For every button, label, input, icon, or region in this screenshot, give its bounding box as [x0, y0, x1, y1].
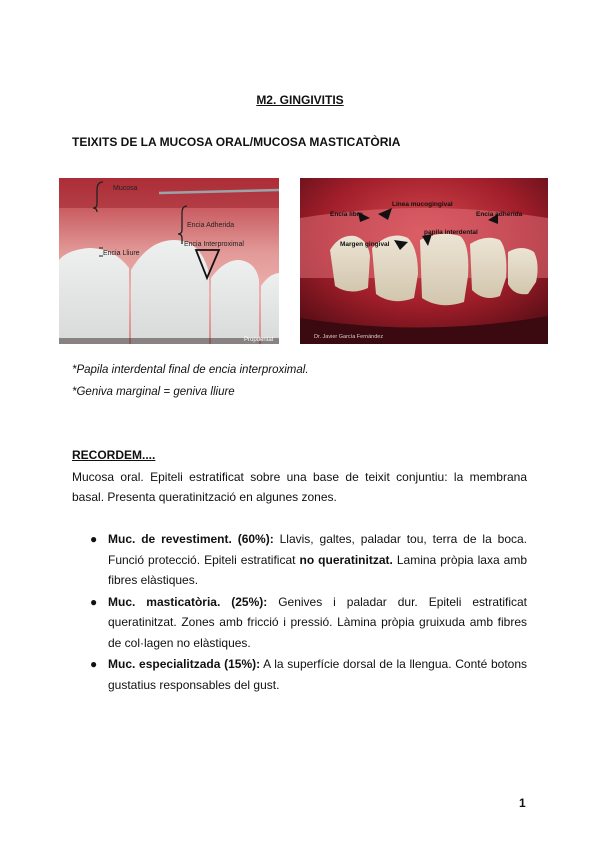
label-encia-adherida-right: Encía adherida	[476, 211, 523, 218]
mucosa-types-list	[90, 529, 527, 696]
label-encia-libre: Encía libre	[330, 211, 363, 218]
gingiva-photo-left	[59, 178, 279, 344]
label-linea-mucogingival: Línea mucogingival	[392, 201, 453, 208]
bullet-icon: ●	[90, 594, 98, 609]
recordem-heading: RECORDEM....	[72, 448, 156, 462]
bullet-label: Muc. de revestiment. (60%):	[108, 532, 274, 546]
label-papila-interdental: papila interdental	[424, 229, 478, 236]
page-number: 1	[519, 796, 526, 810]
bullet-text: A la superfície dorsal de la llengua. Conté botons gustatius responsables del gust.	[108, 657, 527, 692]
note-papila: *Papila interdental final de encia interproximal.	[72, 364, 309, 376]
list-item	[90, 654, 527, 695]
bullet-bold-text: no queratinitzat.	[299, 552, 393, 567]
bullet-label: Muc. masticatòria. (25%):	[108, 594, 268, 609]
bullet-icon: ●	[90, 657, 98, 671]
label-mucosa: Mucosa	[113, 185, 138, 192]
bullet-text: Llavis, galtes, paladar tou, terra de la boca. Funció protecció. Epiteli estratificat	[108, 532, 528, 567]
label-encia-lliure: Encia Lliure	[103, 250, 140, 257]
list-item	[90, 529, 527, 591]
photo-credit-left: Propdental	[244, 337, 274, 343]
page-title: M2. GINGIVITIS	[256, 93, 344, 107]
bullet-text: Genives i paladar dur. Epiteli estratificat queratinitzat. Zones amb fricció i pressió. Làmina pròpia gruixuda amb fibres de col·lagen no elàstiques.	[108, 594, 528, 650]
label-encia-adherida: Encia Adherida	[187, 222, 235, 229]
recordem-paragraph: Mucosa oral. Epiteli estratificat sobre una base de teixit conjuntiu: la membrana basal. Presenta queratinització en algunes zones.	[72, 470, 527, 504]
section-subtitle: TEIXITS DE LA MUCOSA ORAL/MUCOSA MASTICATÒRIA	[72, 135, 401, 149]
bullet-icon: ●	[90, 532, 98, 546]
label-margen-gingival: Margen gingival	[340, 241, 390, 248]
label-encia-interproximal: Encia Interproximal	[184, 241, 244, 248]
photo-credit-right: Dr. Javier García Fernández	[314, 334, 384, 340]
bullet-label: Muc. especialitzada (15%):	[108, 657, 261, 671]
note-geniva: *Geniva marginal = geniva lliure	[72, 386, 235, 398]
bullet-text: Lamina pròpia laxa amb fibres elàstiques.	[108, 552, 527, 587]
gingiva-photo-right	[300, 178, 548, 344]
list-item	[90, 592, 527, 654]
